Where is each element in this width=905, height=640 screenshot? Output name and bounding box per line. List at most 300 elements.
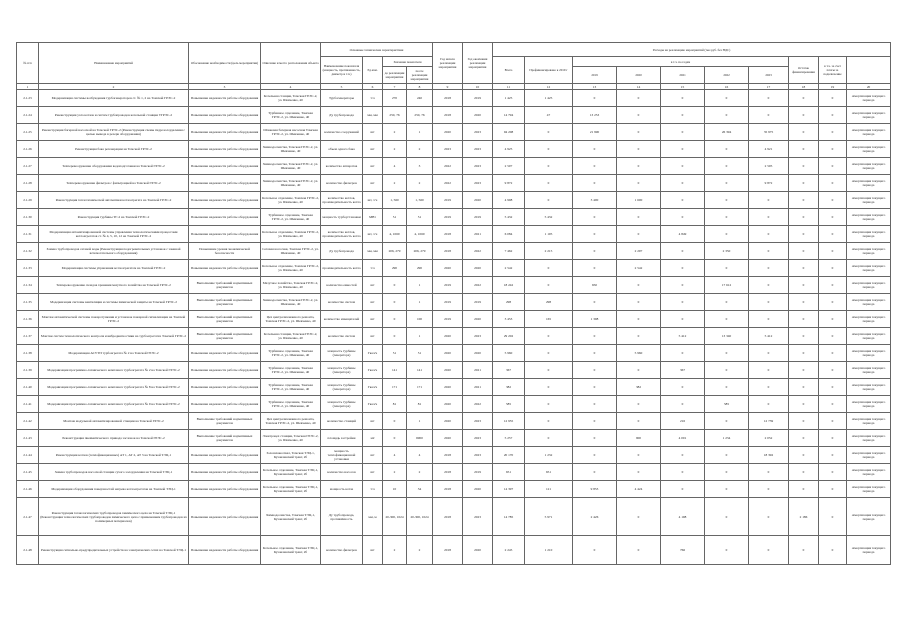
table-cell: Котельная станция, Томская ГРЭС-2, ул. Шевченко, 40	[261, 90, 321, 107]
table-cell: 2	[383, 175, 407, 192]
table-cell: Модернизация автоматизированной системы управления технологическими процессами котлоагрегатов ст. № 4, 5, 10, 12 на Томской ГРЭС-2	[39, 226, 189, 243]
table-cell: шт	[363, 311, 383, 328]
table-cell: 2	[383, 124, 407, 141]
table-cell: Повышение уровня экономической безопасности	[189, 243, 261, 260]
column-number: 10	[463, 84, 493, 90]
table-row	[17, 430, 891, 447]
table-cell: Реконструкция бака регенерации на Томской ГРЭС-2	[39, 141, 189, 158]
table-cell: 14 397	[493, 481, 525, 498]
table-cell: Амортизация текущего периода	[847, 158, 891, 175]
column-header: 2021	[661, 67, 705, 84]
table-cell: 0	[789, 277, 819, 294]
table-cell: Амортизация текущего периода	[847, 379, 891, 396]
table-cell: 4, 1060	[383, 226, 407, 243]
table-cell: 0	[705, 311, 749, 328]
table-cell: 2.1.45	[17, 464, 39, 481]
table-cell: Амортизация текущего периода	[847, 328, 891, 345]
table-cell: 51	[383, 345, 407, 362]
table-cell: 1 425	[525, 90, 573, 107]
table-cell: 0	[789, 413, 819, 430]
table-cell: Замена трубопроводов насосной станции сухого золоудаления на Томской ТЭЦ-1	[39, 464, 189, 481]
table-cell: 5 960	[617, 345, 661, 362]
table-cell: 0	[617, 413, 661, 430]
table-cell: количество систем	[321, 294, 363, 311]
table-cell: 10	[383, 481, 407, 498]
table-cell: количество емкостей	[321, 277, 363, 294]
table-cell: 2.1.25	[17, 124, 39, 141]
table-cell: 0	[661, 311, 705, 328]
table-cell: Амортизация текущего периода	[847, 362, 891, 379]
table-cell: Замена трубопроводов сетевой воды (Реконструкция подогревательных установок с заменой вспомогательного оборудования)	[39, 243, 189, 260]
table-cell: 1, 560	[383, 192, 407, 209]
table-cell: Сетевая насосная, Томская ГРЭС-2, ул. Шевченко, 40	[261, 243, 321, 260]
table-cell: Котельное отделение, Томская ГРЭС-2, ул. Шевченко, 40	[261, 192, 321, 209]
column-number: 12	[525, 84, 573, 90]
table-cell: Модернизация АСУТП турбоагрегата № 2 на Томской ГРЭС-2	[39, 345, 189, 362]
table-cell: 141	[407, 362, 433, 379]
table-cell: 0	[819, 464, 847, 481]
table-cell: Ду трубопровода	[321, 107, 363, 124]
table-cell: 34	[407, 481, 433, 498]
table-cell: Амортизация текущего периода	[847, 260, 891, 277]
column-header: Ед.изм.	[363, 57, 383, 84]
column-header: в т.ч. за счет платы за подключение	[819, 57, 847, 84]
table-cell: 0	[749, 498, 789, 536]
table-row	[17, 277, 891, 294]
table-cell: 0	[789, 328, 819, 345]
table-cell: количество фильтров	[321, 536, 363, 565]
table-cell: 382	[617, 379, 661, 396]
table-cell: 2.1.23	[17, 90, 39, 107]
table-cell: 2022	[463, 277, 493, 294]
table-cell: Амортизация текущего периода	[847, 192, 891, 209]
table-row	[17, 209, 891, 226]
table-cell: 2020	[433, 328, 463, 345]
table-cell: 0	[573, 536, 617, 565]
table-cell: 0	[617, 90, 661, 107]
table-cell: 0	[617, 158, 661, 175]
table-cell: 2.1.41	[17, 396, 39, 413]
table-cell: производительность котла	[321, 260, 363, 277]
table-cell: 0	[789, 396, 819, 413]
table-cell: т/ч	[363, 260, 383, 277]
table-cell: 165	[525, 311, 573, 328]
table-cell: 0	[573, 396, 617, 413]
table-cell: Амортизация текущего периода	[847, 175, 891, 192]
table-cell: 0	[705, 536, 749, 565]
table-row	[17, 396, 891, 413]
table-cell: Химводоочистка, Томская ГРЭС-2, ул. Шевченко, 40	[261, 294, 321, 311]
table-cell: 0	[661, 175, 705, 192]
table-cell: 1, 560	[407, 192, 433, 209]
table-row	[17, 413, 891, 430]
table-row	[17, 328, 891, 345]
table-row	[17, 158, 891, 175]
table-cell: 0	[661, 260, 705, 277]
column-number: 17	[749, 84, 789, 90]
table-cell: 0	[617, 124, 661, 141]
table-cell: 0	[573, 464, 617, 481]
table-cell: 0	[705, 447, 749, 464]
table-cell: 240	[407, 90, 433, 107]
table-cell: 0	[573, 413, 617, 430]
column-number: 7	[383, 84, 407, 90]
table-cell: 1	[407, 413, 433, 430]
table-cell: 2 505	[749, 158, 789, 175]
table-cell: 0	[749, 464, 789, 481]
table-cell: Техперевооружение фильтров с фильтрацией на Томской ГРЭС-2	[39, 175, 189, 192]
table-cell: Амортизация текущего периода	[847, 243, 891, 260]
table-cell: Амортизация текущего периода	[847, 209, 891, 226]
table-cell: шт, т/ч	[363, 226, 383, 243]
table-cell: 2019	[433, 192, 463, 209]
table-cell: 0	[525, 328, 573, 345]
table-cell: 0	[617, 362, 661, 379]
table-row	[17, 447, 891, 464]
table-cell: 0	[819, 107, 847, 124]
table-cell: 20-300, 1024	[383, 498, 407, 536]
table-cell: 0	[661, 192, 705, 209]
table-cell: 0	[617, 464, 661, 481]
table-cell: 0	[383, 277, 407, 294]
table-cell: мощность турбоустановки	[321, 209, 363, 226]
column-number: 6	[363, 84, 383, 90]
table-cell: количество насосов	[321, 464, 363, 481]
table-cell: 4 198	[661, 498, 705, 536]
table-cell: 0	[705, 464, 749, 481]
column-number: 3	[189, 84, 261, 90]
table-cell: 4 849	[661, 226, 705, 243]
table-cell: Химводоочистка, Томская ГРЭС-2, ул. Шевченко, 40	[261, 141, 321, 158]
table-cell: Амортизация текущего периода	[847, 124, 891, 141]
table-cell: Цех централизованного ремонта, Томская ГРЭС-2, ул. Шевченко, 40	[261, 311, 321, 328]
table-cell: 9 872	[749, 175, 789, 192]
table-cell: 0	[819, 226, 847, 243]
table-cell: 0	[705, 158, 749, 175]
table-cell: 1 105	[525, 226, 573, 243]
table-cell: 0	[617, 311, 661, 328]
table-cell: 2019	[463, 90, 493, 107]
table-row	[17, 536, 891, 565]
column-header: в т.ч. по годам	[573, 57, 789, 67]
table-cell: Повышение надежности работы оборудования	[189, 362, 261, 379]
table-cell: 0	[525, 379, 573, 396]
table-cell: 2020	[463, 260, 493, 277]
table-cell: 0	[819, 209, 847, 226]
table-row	[17, 175, 891, 192]
table-cell: 0	[789, 345, 819, 362]
table-cell: 2 052	[749, 430, 789, 447]
table-cell: 5 432	[493, 209, 525, 226]
table-cell: 2.1.47	[17, 498, 39, 536]
table-cell: 0	[661, 209, 705, 226]
table-cell: шт	[363, 536, 383, 565]
table-cell: 0	[617, 498, 661, 536]
table-cell: 0	[749, 277, 789, 294]
table-cell: Повышение надежности работы оборудования	[189, 481, 261, 498]
table-cell: 2.1.44	[17, 447, 39, 464]
table-cell: 29 202	[493, 328, 525, 345]
table-cell: Монтаж систем технологического контроля и вибродиагностики на турбоагрегатах Томской ГРЭС-2	[39, 328, 189, 345]
table-cell: 2021	[463, 379, 493, 396]
table-cell: 0	[573, 345, 617, 362]
table-cell: 290	[383, 260, 407, 277]
table-cell: 0	[573, 294, 617, 311]
table-cell: шт	[363, 464, 383, 481]
table-cell: Золошлакоотвал, Томская ТЭЦ-1, Кузовлевский тракт, 2б	[261, 447, 321, 464]
table-cell: 141	[383, 362, 407, 379]
table-cell: Повышение надежности работы оборудования	[189, 107, 261, 124]
table-cell: 0	[617, 107, 661, 124]
table-cell: Турбинное отделение, Томская ГРЭС-2, ул. Шевченко, 40	[261, 362, 321, 379]
table-cell: 121	[525, 481, 573, 498]
table-cell: 0	[617, 175, 661, 192]
table-cell: 0	[749, 345, 789, 362]
table-cell: 47	[525, 107, 573, 124]
table-cell: Реконструкция пневматического привода заслонок на Томской ГРЭС-2	[39, 430, 189, 447]
table-cell: 0	[705, 90, 749, 107]
table-cell: 2.1.30	[17, 209, 39, 226]
table-cell: 0	[749, 536, 789, 565]
table-cell: 0	[749, 243, 789, 260]
table-cell: мощность турбины (генератора)	[321, 362, 363, 379]
table-cell: 2023	[463, 498, 493, 536]
table-cell: 2023	[463, 158, 493, 175]
table-cell: Амортизация текущего периода	[847, 311, 891, 328]
table-cell: 51	[407, 209, 433, 226]
table-cell: 0	[789, 124, 819, 141]
table-cell: 0	[661, 124, 705, 141]
table-cell: Реконструкция сигнально-предупредительных устройств на электрических сетях на Томской ТЭЦ-1	[39, 536, 189, 565]
table-cell: 2020	[463, 481, 493, 498]
table-cell: Повышение надежности работы оборудования	[189, 175, 261, 192]
table-cell: 0	[749, 209, 789, 226]
table-cell: 0	[819, 362, 847, 379]
table-cell: 0	[525, 362, 573, 379]
table-cell: Модернизация программно-технического комплекса турбоагрегата № 8 на Томской ГРЭС-2	[39, 379, 189, 396]
table-cell: Котельное отделение, Томская ТЭЦ-1, Кузовлевский тракт, 2б	[261, 536, 321, 565]
table-cell: 0	[819, 277, 847, 294]
table-cell: мощность теплофикационной установки	[321, 447, 363, 464]
table-cell: 2023	[463, 175, 493, 192]
table-cell: Выполнение требований нормативных документов	[189, 413, 261, 430]
table-cell: мощность турбины (генератора)	[321, 345, 363, 362]
table-cell: 367	[661, 362, 705, 379]
table-cell: 0	[819, 481, 847, 498]
table-cell: 2018	[433, 447, 463, 464]
table-cell: Котельная станция, Томская ГРЭС-2, ул. Шевченко, 40	[261, 328, 321, 345]
table-cell: 0	[819, 328, 847, 345]
table-row	[17, 481, 891, 498]
table-cell: 2.1.43	[17, 430, 39, 447]
table-cell: 2022	[433, 175, 463, 192]
column-header: Год начала реализации мероприятия	[433, 43, 463, 84]
table-cell: 81	[383, 396, 407, 413]
table-cell: мм, мм	[363, 107, 383, 124]
table-cell: шт	[363, 277, 383, 294]
table-cell: Котельное отделение, Томская ГРЭС-2, ул. Шевченко, 40	[261, 260, 321, 277]
table-cell: 0	[573, 430, 617, 447]
table-cell: 2 426	[573, 498, 617, 536]
table-cell: 0	[819, 260, 847, 277]
table-body	[17, 90, 891, 565]
table-cell: 0	[617, 328, 661, 345]
table-cell: 0	[705, 498, 749, 536]
table-cell: 0	[661, 481, 705, 498]
table-cell: мощность турбины (генератора)	[321, 379, 363, 396]
table-cell: количество сооружений	[321, 124, 363, 141]
table-cell: 2023	[463, 124, 493, 141]
column-header: Расходы на реализацию мероприятий (тыс.руб. без НДС)	[493, 43, 891, 57]
column-number: 11	[493, 84, 525, 90]
table-cell: 2.1.34	[17, 277, 39, 294]
table-cell: 94 208	[493, 124, 525, 141]
table-cell: 0	[661, 294, 705, 311]
table-cell: 0	[573, 175, 617, 192]
table-cell: 0	[819, 396, 847, 413]
column-number: 9	[433, 84, 463, 90]
table-cell: 4 925	[493, 141, 525, 158]
column-number: 16	[705, 84, 749, 90]
table-cell: 2 507	[493, 158, 525, 175]
table-cell: Реконструкция котлов (теплофикационных) АТ 1, АТ 2, АТ 3 на Томской ТЭЦ-1	[39, 447, 189, 464]
table-cell: 0	[573, 158, 617, 175]
header-row	[17, 43, 891, 57]
table-cell: 206, 279	[383, 243, 407, 260]
table-row	[17, 226, 891, 243]
table-row	[17, 379, 891, 396]
table-cell: 0	[789, 464, 819, 481]
table-cell: 0	[789, 90, 819, 107]
table-cell: 298	[493, 294, 525, 311]
table-cell: 0	[705, 175, 749, 192]
table-cell: 0	[705, 294, 749, 311]
table-cell: 6 084	[493, 226, 525, 243]
table-cell: Амортизация текущего периода	[847, 345, 891, 362]
column-header: Профинансировано к 2019 г	[525, 57, 573, 84]
table-cell: Котельное отделение, Томская ТЭЦ-1, Кузовлевский тракт, 2б	[261, 481, 321, 498]
table-cell: 0	[789, 226, 819, 243]
table-cell: 0	[819, 90, 847, 107]
table-cell: 0	[819, 413, 847, 430]
table-cell: 2023	[463, 447, 493, 464]
table-cell: 2018	[433, 90, 463, 107]
table-cell: 0	[705, 141, 749, 158]
table-cell: 2021	[463, 362, 493, 379]
table-cell: 2023	[463, 328, 493, 345]
table-cell: шт, т/ч	[363, 192, 383, 209]
table-cell: 0	[705, 209, 749, 226]
table-cell: 2019	[463, 294, 493, 311]
table-cell: 0	[661, 345, 705, 362]
table-cell: мощность турбины (генератора)	[321, 396, 363, 413]
table-cell: 216	[661, 413, 705, 430]
table-cell: 0	[383, 328, 407, 345]
table-cell: Цех централизованного ремонта, Томская ГРЭС-2, ул. Шевченко, 40	[261, 413, 321, 430]
table-cell: количество фильтров	[321, 175, 363, 192]
table-row	[17, 294, 891, 311]
table-cell: 2020	[433, 260, 463, 277]
table-cell: 270	[383, 90, 407, 107]
table-cell: 0	[573, 362, 617, 379]
table-cell: мощность котла	[321, 481, 363, 498]
table-cell: 0	[705, 413, 749, 430]
table-cell: 0	[525, 396, 573, 413]
table-cell: 250, 76	[383, 107, 407, 124]
table-cell: 18 242	[493, 277, 525, 294]
table-cell: 100	[407, 311, 433, 328]
table-row	[17, 90, 891, 107]
column-header: после реализации мероприятия	[407, 67, 433, 84]
table-cell: Турбинное отделение, Томская ГРЭС-2, ул. Шевченко, 40	[261, 379, 321, 396]
table-cell: 1	[407, 328, 433, 345]
table-cell: 0	[819, 124, 847, 141]
table-cell: Модернизация системы управления котлоагрегатом на Томской ГРЭС-2	[39, 260, 189, 277]
table-cell: Амортизация текущего периода	[847, 413, 891, 430]
table-cell: 2.1.31	[17, 226, 39, 243]
table-cell: 2.1.28	[17, 175, 39, 192]
table-cell: Амортизация текущего периода	[847, 294, 891, 311]
table-cell: 2021	[463, 226, 493, 243]
table-cell: 1 234	[705, 430, 749, 447]
table-cell: 2019	[463, 464, 493, 481]
table-cell: 650	[573, 277, 617, 294]
table-cell: Гкал/ч	[363, 396, 383, 413]
column-number: 14	[617, 84, 661, 90]
table-cell: 206, 279	[407, 243, 433, 260]
column-number: 1	[17, 84, 39, 90]
table-cell: 0	[789, 379, 819, 396]
table-cell: Выполнение требований нормативных документов	[189, 277, 261, 294]
table-cell: Амортизация текущего периода	[847, 464, 891, 481]
table-cell: 0	[789, 209, 819, 226]
table-row	[17, 141, 891, 158]
table-cell: шт	[363, 158, 383, 175]
table-cell: 2020	[463, 192, 493, 209]
table-cell: 2020	[463, 536, 493, 565]
table-cell: 585	[705, 396, 749, 413]
table-cell: 0	[749, 107, 789, 124]
table-cell: 3 400	[573, 192, 617, 209]
table-cell: 0	[573, 379, 617, 396]
table-cell: Котельное отделение, Томская ТЭЦ-1, Кузовлевский тракт, 2б	[261, 464, 321, 481]
table-cell: 2.1.27	[17, 158, 39, 175]
table-cell: 2020	[433, 124, 463, 141]
table-cell: 2.1.24	[17, 107, 39, 124]
table-cell: Химводоочистка, Томская ГРЭС-2, ул. Шевченко, 40	[261, 175, 321, 192]
table-cell: 0	[789, 158, 819, 175]
table-cell: 2018	[433, 464, 463, 481]
table-cell: 0	[819, 294, 847, 311]
table-cell: Гкал/ч	[363, 345, 383, 362]
table-cell: МВт	[363, 209, 383, 226]
table-cell: 0	[525, 430, 573, 447]
table-cell: Повышение надежности работы оборудования	[189, 209, 261, 226]
column-number: 20	[847, 84, 891, 90]
table-cell: 2023	[463, 141, 493, 158]
table-cell: 0	[749, 362, 789, 379]
table-cell: 0	[573, 447, 617, 464]
table-cell: 298	[525, 294, 573, 311]
table-cell: 0	[749, 396, 789, 413]
table-cell: Турбинное отделение, Томская ГРЭС-2, ул. Шевченко, 40	[261, 396, 321, 413]
table-cell: Ду трубопровода	[321, 243, 363, 260]
table-cell: 0	[383, 430, 407, 447]
table-cell: Выполнение требований нормативных документов	[189, 430, 261, 447]
table-cell: Монтаж модульной автоматизированной станции на Томской ГРЭС-2	[39, 413, 189, 430]
table-cell: 0	[525, 413, 573, 430]
table-cell: 0	[749, 90, 789, 107]
